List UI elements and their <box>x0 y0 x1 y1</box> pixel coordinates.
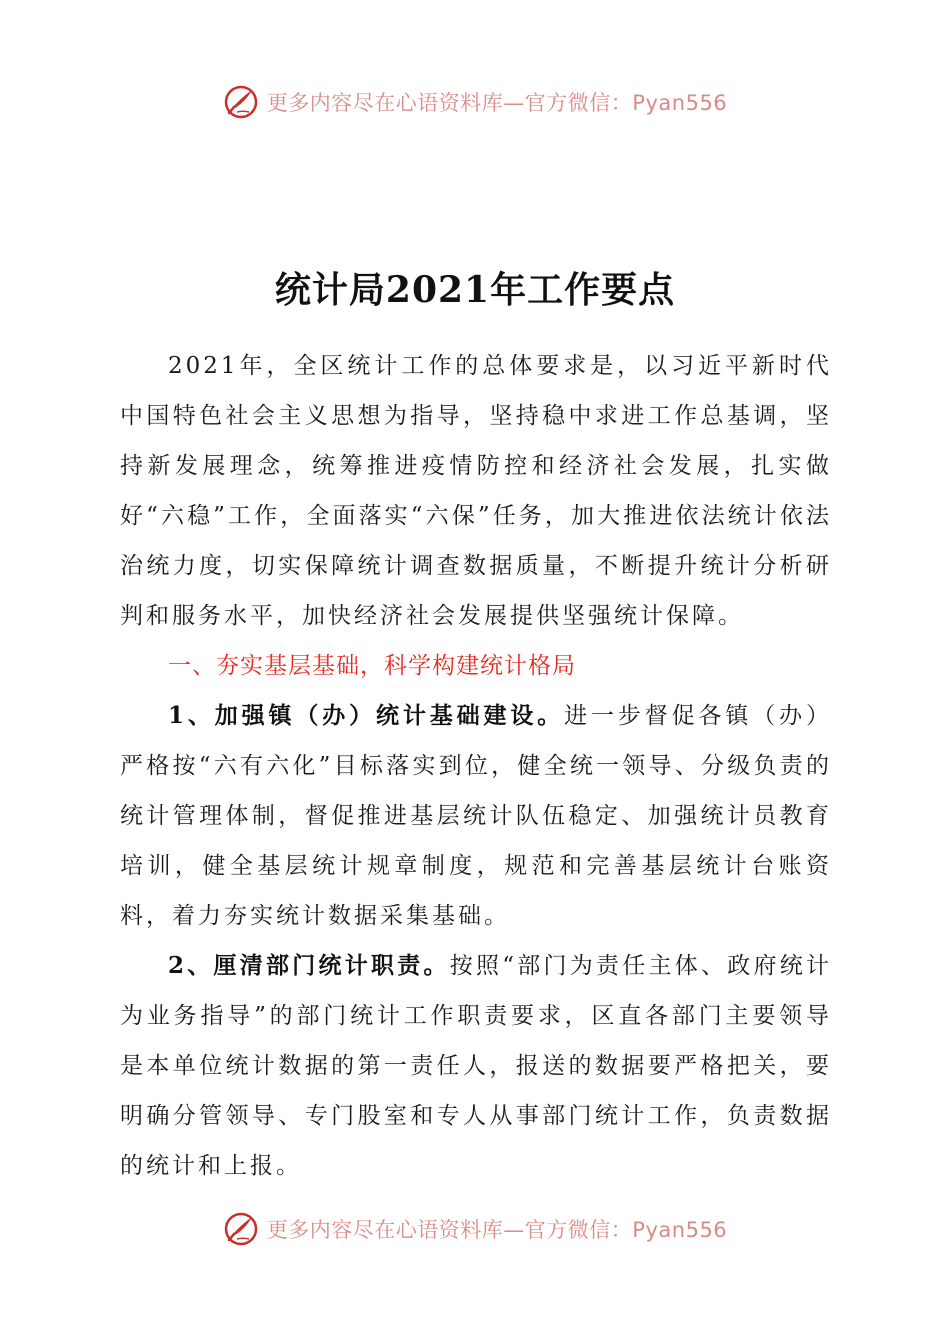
item-body: 进一步督促各镇（办）严格按“六有六化”目标落实到位，健全统一领导、分级负责的统计管理体制，督促推进基层统计队伍稳定、加强统计员教育培训，健全基层统计规章制度，规范和完善基层统计台账资料，着力夯实统计数据采集基础。 <box>120 703 832 929</box>
document-title: 统计局2021年工作要点 <box>274 269 676 311</box>
list-item <box>120 691 832 941</box>
item-body: 按照“部门为责任主体、政府统计为业务指导”的部门统计工作职责要求，区直各部门主要领导是本单位统计数据的第一责任人，报送的数据要严格把关，要明确分管领导、专门股室和专人从事部门统计工作，负责数据的统计和上报。 <box>120 953 832 1179</box>
header-watermark <box>0 82 950 122</box>
footer-watermark <box>0 1209 950 1249</box>
section-heading: 一、夯实基层基础，科学构建统计格局 <box>168 653 576 679</box>
document-body <box>120 341 832 1191</box>
item-lead: 1、加强镇（办）统计基础建设。 <box>168 702 565 729</box>
watermark-text: 更多内容尽在心语资料库—官方微信：Pyan556 <box>266 1218 728 1242</box>
intro-paragraph: 2021年，全区统计工作的总体要求是，以习近平新时代中国特色社会主义思想为指导，坚持稳中求进工作总基调，坚持新发展理念，统筹推进疫情防控和经济社会发展，扎实做好“六稳”工作，全面落实“六保”任务，加大推进依法统计依法治统力度，切实保障统计调查数据质量，不断提升统计分析研判和服务水平，加快经济社会发展提供坚强统计保障。 <box>120 353 832 629</box>
item-lead: 2、厘清部门统计职责。 <box>168 952 450 979</box>
watermark-text: 更多内容尽在心语资料库—官方微信：Pyan556 <box>266 91 728 115</box>
quill-logo-icon <box>223 1211 259 1247</box>
list-item <box>120 941 832 1191</box>
quill-logo-icon <box>223 84 259 120</box>
